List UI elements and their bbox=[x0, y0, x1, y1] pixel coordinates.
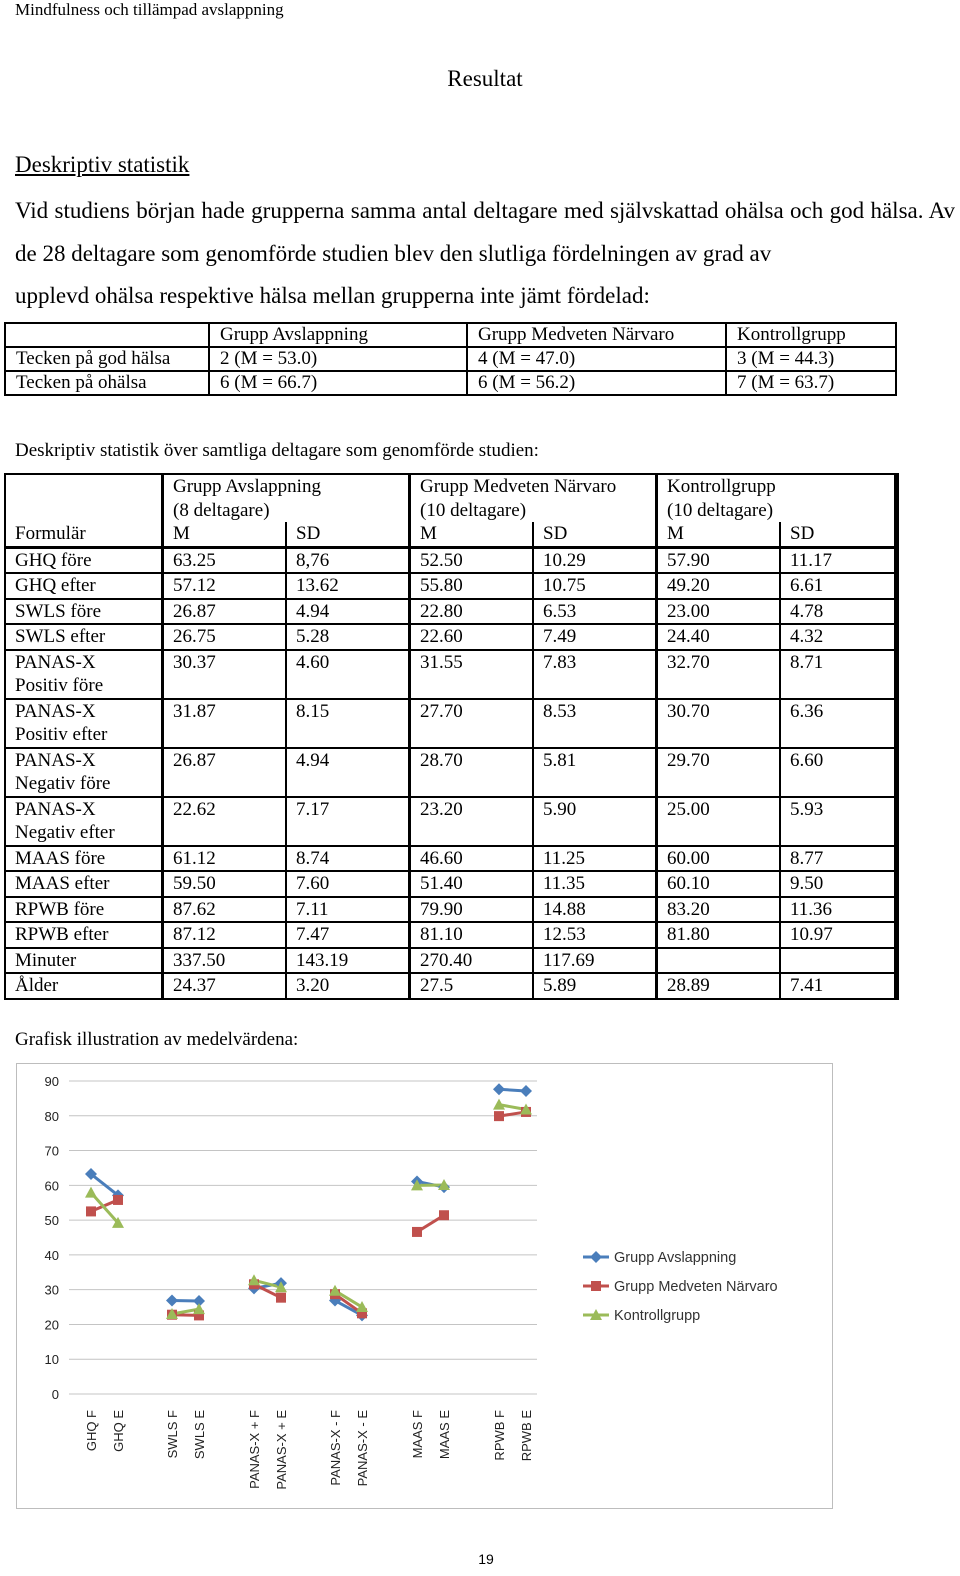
stats-value-cell: 22.60 bbox=[410, 624, 534, 650]
stats-value-cell: 23.00 bbox=[657, 599, 781, 625]
x-tick-label: RPWB E bbox=[519, 1410, 534, 1462]
stats-row bbox=[5, 973, 897, 999]
stats-subheader-cell: SD bbox=[286, 522, 410, 547]
chart-caption: Grafisk illustration av medelvärdena: bbox=[15, 1029, 299, 1050]
stats-value-cell: 10.75 bbox=[533, 573, 657, 599]
stats-value-cell: 32.70 bbox=[657, 650, 781, 699]
x-tick-label: RPWB F bbox=[492, 1410, 507, 1461]
stats-group-header bbox=[163, 474, 410, 522]
stats-form-label: PANAS-X Negativ före bbox=[5, 748, 163, 797]
stats-form-label: SWLS före bbox=[5, 599, 163, 625]
stats-value-cell: 87.12 bbox=[163, 922, 287, 948]
data-point bbox=[166, 1295, 178, 1307]
x-tick-label: MAAS F bbox=[410, 1410, 425, 1459]
x-tick-label: PANAS-X - F bbox=[328, 1410, 343, 1486]
stats-subheader-cell: Formulär bbox=[5, 522, 163, 547]
data-point bbox=[412, 1227, 422, 1237]
stats-value-cell: 5.93 bbox=[780, 797, 897, 846]
stats-value-cell: 51.40 bbox=[410, 871, 534, 897]
data-point bbox=[520, 1085, 532, 1097]
stats-form-label: GHQ före bbox=[5, 547, 163, 573]
legend-label: Grupp Avslappning bbox=[614, 1250, 737, 1266]
stats-group-header bbox=[657, 474, 897, 522]
stats-value-cell: 22.62 bbox=[163, 797, 287, 846]
x-tick-label: SWLS F bbox=[165, 1410, 180, 1459]
stats-form-label: RPWB efter bbox=[5, 922, 163, 948]
stats-value-cell: 6.53 bbox=[533, 599, 657, 625]
health-row bbox=[5, 347, 896, 371]
stats-row bbox=[5, 573, 897, 599]
stats-value-cell: 11.25 bbox=[533, 846, 657, 872]
stats-value-cell: 10.29 bbox=[533, 547, 657, 573]
stats-row bbox=[5, 897, 897, 923]
subheading: Deskriptiv statistik bbox=[15, 152, 190, 177]
health-cell: 3 (M = 44.3) bbox=[726, 347, 896, 371]
page-number: 19 bbox=[478, 1551, 494, 1567]
y-tick-label: 80 bbox=[44, 1108, 59, 1124]
stats-value-cell: 7.83 bbox=[533, 650, 657, 699]
stats-caption: Deskriptiv statistik över samtliga deltagare som genomförde studien: bbox=[15, 440, 539, 461]
stats-subheader-cell: M bbox=[657, 522, 781, 547]
stats-value-cell: 59.50 bbox=[163, 871, 287, 897]
health-header-cell: Grupp Avslappning bbox=[209, 323, 467, 347]
y-tick-label: 20 bbox=[44, 1317, 59, 1333]
stats-group-name: Kontrollgrupp bbox=[667, 476, 776, 497]
health-header-cell: Grupp Medveten Närvaro bbox=[467, 323, 726, 347]
stats-subheader-cell: SD bbox=[533, 522, 657, 547]
stats-value-cell: 7.47 bbox=[286, 922, 410, 948]
stats-value-cell: 5.89 bbox=[533, 973, 657, 999]
x-tick-label: SWLS E bbox=[192, 1410, 207, 1460]
data-point bbox=[85, 1187, 97, 1198]
stats-form-label: Ålder bbox=[5, 973, 163, 999]
stats-value-cell: 81.10 bbox=[410, 922, 534, 948]
stats-form-label: SWLS efter bbox=[5, 624, 163, 650]
stats-group-name: Grupp Medveten Närvaro bbox=[420, 476, 617, 497]
y-tick-label: 60 bbox=[44, 1178, 59, 1194]
stats-value-cell: 5.81 bbox=[533, 748, 657, 797]
stats-value-cell: 4.32 bbox=[780, 624, 897, 650]
stats-value-cell: 11.36 bbox=[780, 897, 897, 923]
data-point bbox=[591, 1281, 601, 1291]
stats-value-cell: 22.80 bbox=[410, 599, 534, 625]
stats-value-cell: 57.12 bbox=[163, 573, 287, 599]
data-point bbox=[276, 1293, 286, 1303]
stats-form-label: RPWB före bbox=[5, 897, 163, 923]
stats-form-label: Minuter bbox=[5, 948, 163, 974]
stats-value-cell: 4.94 bbox=[286, 599, 410, 625]
legend-label: Grupp Medveten Närvaro bbox=[614, 1279, 778, 1295]
y-tick-label: 90 bbox=[44, 1074, 59, 1089]
stats-value-cell: 30.37 bbox=[163, 650, 287, 699]
stats-value-cell: 60.00 bbox=[657, 846, 781, 872]
stats-value-cell: 6.36 bbox=[780, 699, 897, 748]
y-tick-label: 40 bbox=[44, 1247, 59, 1263]
x-tick-label: MAAS E bbox=[437, 1410, 452, 1460]
section-title: Resultat bbox=[447, 66, 523, 91]
stats-value-cell: 337.50 bbox=[163, 948, 287, 974]
stats-group-header-row bbox=[5, 474, 897, 522]
stats-value-cell: 49.20 bbox=[657, 573, 781, 599]
stats-value-cell bbox=[657, 948, 781, 974]
data-point bbox=[590, 1251, 602, 1263]
stats-value-cell: 26.87 bbox=[163, 599, 287, 625]
stats-form-label: GHQ efter bbox=[5, 573, 163, 599]
stats-value-cell: 26.87 bbox=[163, 748, 287, 797]
stats-value-cell: 7.17 bbox=[286, 797, 410, 846]
stats-value-cell: 24.40 bbox=[657, 624, 781, 650]
stats-value-cell: 13.62 bbox=[286, 573, 410, 599]
health-cell: 4 (M = 47.0) bbox=[467, 347, 726, 371]
x-tick-label: PANAS-X + E bbox=[274, 1410, 289, 1490]
health-cell: 6 (M = 66.7) bbox=[209, 371, 467, 395]
stats-value-cell: 60.10 bbox=[657, 871, 781, 897]
stats-value-cell: 8.74 bbox=[286, 846, 410, 872]
means-chart bbox=[16, 1063, 833, 1509]
stats-value-cell: 7.41 bbox=[780, 973, 897, 999]
stats-value-cell: 52.50 bbox=[410, 547, 534, 573]
stats-value-cell: 46.60 bbox=[410, 846, 534, 872]
stats-row bbox=[5, 922, 897, 948]
x-tick-label: GHQ F bbox=[84, 1410, 99, 1452]
stats-value-cell: 6.60 bbox=[780, 748, 897, 797]
stats-value-cell bbox=[780, 948, 897, 974]
stats-value-cell: 31.55 bbox=[410, 650, 534, 699]
stats-group-size: (8 deltagare) bbox=[173, 499, 270, 521]
data-point bbox=[356, 1301, 368, 1312]
stats-value-cell: 26.75 bbox=[163, 624, 287, 650]
stats-subheader-row bbox=[5, 522, 897, 547]
y-tick-label: 0 bbox=[51, 1387, 59, 1402]
stats-form-label: PANAS-X Positiv efter bbox=[5, 699, 163, 748]
stats-value-cell: 7.11 bbox=[286, 897, 410, 923]
health-cell: Tecken på god hälsa bbox=[5, 347, 209, 371]
stats-value-cell: 31.87 bbox=[163, 699, 287, 748]
data-point bbox=[439, 1210, 449, 1220]
stats-group-name: Grupp Avslappning bbox=[173, 476, 321, 497]
stats-value-cell: 6.61 bbox=[780, 573, 897, 599]
stats-value-cell: 7.60 bbox=[286, 871, 410, 897]
stats-value-cell: 11.17 bbox=[780, 547, 897, 573]
stats-value-cell: 8.71 bbox=[780, 650, 897, 699]
data-point bbox=[86, 1206, 96, 1216]
stats-value-cell: 8.53 bbox=[533, 699, 657, 748]
health-cell: 7 (M = 63.7) bbox=[726, 371, 896, 395]
stats-value-cell: 83.20 bbox=[657, 897, 781, 923]
means-chart-svg bbox=[17, 1064, 832, 1508]
stats-value-cell: 27.70 bbox=[410, 699, 534, 748]
data-point bbox=[493, 1083, 505, 1095]
stats-row bbox=[5, 650, 897, 699]
stats-value-cell: 8.77 bbox=[780, 846, 897, 872]
stats-value-cell: 270.40 bbox=[410, 948, 534, 974]
stats-value-cell: 4.94 bbox=[286, 748, 410, 797]
intro-line-1: Vid studiens början hade grupperna samma antal deltagare med självskattad ohälsa och god hälsa. Av de 28 deltagare som genomförde studien blev den slutliga fördelningen av grad av bbox=[15, 198, 955, 266]
stats-value-cell: 5.28 bbox=[286, 624, 410, 650]
intro-line-2: upplevd ohälsa respektive hälsa mellan grupperna inte jämt fördelad: bbox=[15, 283, 650, 308]
stats-value-cell: 25.00 bbox=[657, 797, 781, 846]
health-cell: 6 (M = 56.2) bbox=[467, 371, 726, 395]
y-tick-label: 10 bbox=[44, 1352, 59, 1368]
stats-form-label: MAAS före bbox=[5, 846, 163, 872]
y-tick-label: 30 bbox=[44, 1282, 59, 1298]
stats-value-cell: 14.88 bbox=[533, 897, 657, 923]
stats-value-cell: 28.89 bbox=[657, 973, 781, 999]
stats-value-cell: 8,76 bbox=[286, 547, 410, 573]
stats-value-cell: 10.97 bbox=[780, 922, 897, 948]
stats-value-cell: 81.80 bbox=[657, 922, 781, 948]
stats-value-cell: 61.12 bbox=[163, 846, 287, 872]
stats-row bbox=[5, 871, 897, 897]
x-tick-label: GHQ E bbox=[111, 1410, 126, 1452]
health-header-row bbox=[5, 323, 896, 347]
stats-value-cell: 4.78 bbox=[780, 599, 897, 625]
stats-row bbox=[5, 748, 897, 797]
legend-label: Kontrollgrupp bbox=[614, 1308, 701, 1324]
descriptive-stats-table bbox=[4, 473, 899, 1000]
y-tick-label: 70 bbox=[44, 1143, 59, 1159]
stats-row bbox=[5, 624, 897, 650]
health-header-cell bbox=[5, 323, 209, 347]
stats-subheader-cell: M bbox=[163, 522, 287, 547]
stats-form-label: MAAS efter bbox=[5, 871, 163, 897]
stats-value-cell: 3.20 bbox=[286, 973, 410, 999]
stats-value-cell: 27.5 bbox=[410, 973, 534, 999]
stats-form-label: PANAS-X Positiv före bbox=[5, 650, 163, 699]
running-header: Mindfulness och tillämpad avslappning bbox=[15, 0, 284, 19]
stats-row bbox=[5, 547, 897, 573]
stats-subheader-cell: M bbox=[410, 522, 534, 547]
stats-value-cell: 63.25 bbox=[163, 547, 287, 573]
stats-value-cell: 24.37 bbox=[163, 973, 287, 999]
health-header-cell: Kontrollgrupp bbox=[726, 323, 896, 347]
stats-form-label: PANAS-X Negativ efter bbox=[5, 797, 163, 846]
health-distribution-table bbox=[4, 322, 897, 396]
intro-paragraph bbox=[15, 190, 955, 318]
data-point bbox=[113, 1195, 123, 1205]
stats-value-cell: 12.53 bbox=[533, 922, 657, 948]
stats-value-cell: 143.19 bbox=[286, 948, 410, 974]
stats-value-cell: 5.90 bbox=[533, 797, 657, 846]
stats-group-size: (10 deltagare) bbox=[420, 499, 527, 521]
stats-value-cell: 23.20 bbox=[410, 797, 534, 846]
stats-subheader-cell: SD bbox=[780, 522, 897, 547]
stats-row bbox=[5, 797, 897, 846]
series-line bbox=[91, 1174, 118, 1195]
y-tick-label: 50 bbox=[44, 1213, 59, 1229]
stats-value-cell: 55.80 bbox=[410, 573, 534, 599]
stats-row bbox=[5, 948, 897, 974]
stats-corner-cell bbox=[5, 474, 163, 522]
stats-value-cell: 8.15 bbox=[286, 699, 410, 748]
stats-row bbox=[5, 846, 897, 872]
stats-row bbox=[5, 699, 897, 748]
stats-value-cell: 79.90 bbox=[410, 897, 534, 923]
stats-value-cell: 117.69 bbox=[533, 948, 657, 974]
stats-value-cell: 4.60 bbox=[286, 650, 410, 699]
stats-row bbox=[5, 599, 897, 625]
stats-value-cell: 28.70 bbox=[410, 748, 534, 797]
stats-value-cell: 11.35 bbox=[533, 871, 657, 897]
data-point bbox=[494, 1111, 504, 1121]
stats-value-cell: 30.70 bbox=[657, 699, 781, 748]
stats-value-cell: 7.49 bbox=[533, 624, 657, 650]
health-cell: 2 (M = 53.0) bbox=[209, 347, 467, 371]
health-row bbox=[5, 371, 896, 395]
x-tick-label: PANAS-X - E bbox=[355, 1410, 370, 1487]
health-cell: Tecken på ohälsa bbox=[5, 371, 209, 395]
stats-value-cell: 9.50 bbox=[780, 871, 897, 897]
stats-group-header bbox=[410, 474, 657, 522]
x-tick-label: PANAS-X + F bbox=[247, 1410, 262, 1489]
stats-value-cell: 87.62 bbox=[163, 897, 287, 923]
stats-group-size: (10 deltagare) bbox=[667, 499, 774, 521]
stats-value-cell: 29.70 bbox=[657, 748, 781, 797]
stats-value-cell: 57.90 bbox=[657, 547, 781, 573]
